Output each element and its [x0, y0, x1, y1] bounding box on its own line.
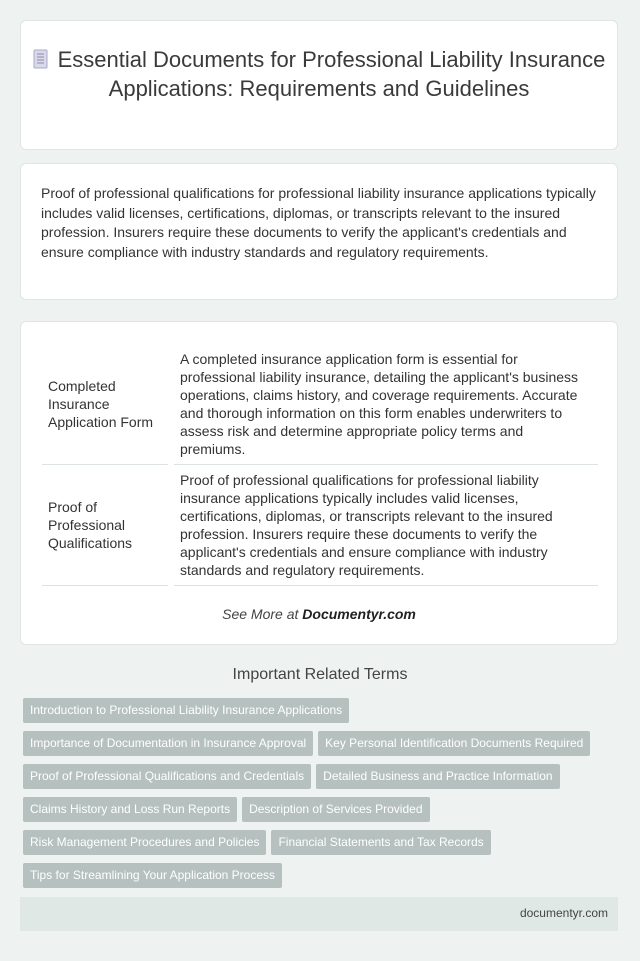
- related-term-tag[interactable]: Key Personal Identification Documents Required: [318, 731, 590, 756]
- related-term-tag[interactable]: Importance of Documentation in Insurance Approval: [23, 731, 313, 756]
- page-title: [21, 45, 617, 103]
- page-title-text: Essential Documents for Professional Liability Insurance Applications: Requirements and Guidelines: [57, 47, 606, 101]
- related-term-tag[interactable]: Detailed Business and Practice Information: [316, 764, 559, 789]
- related-term-tag[interactable]: Tips for Streamlining Your Application Process: [23, 863, 282, 888]
- related-term-tag[interactable]: Description of Services Provided: [242, 797, 429, 822]
- documents-table-card: [20, 321, 618, 645]
- footer: [20, 897, 618, 931]
- related-term-tag[interactable]: Financial Statements and Tax Records: [271, 830, 490, 855]
- table-row: [42, 465, 598, 586]
- footer-site-link[interactable]: documentyr.com: [519, 906, 608, 920]
- intro-text: Proof of professional qualifications for professional liability insurance applications typically includes valid licenses, certifications, diplomas, or transcripts relevant to the insured profession. Insurers require these documents to verify the applicant's credentials and ensure compliance with industry standards and regulatory requirements.: [41, 185, 596, 260]
- table-description: A completed insurance application form is essential for professional liability insurance, detailing the applicant's business operations, claims history, and coverage requirements. Accurate and thorough information on this form enables underwriters to assess risk and determine appropriate policy terms and premiums.: [171, 344, 598, 465]
- title-card: [20, 20, 618, 150]
- table-description: Proof of professional qualifications for professional liability insurance applications typically includes valid licenses, certifications, diplomas, or transcripts relevant to the insured profession. Insurers require these documents to verify the applicant's credentials and ensure compliance with industry standards and regulatory requirements.: [171, 465, 598, 586]
- related-term-tag[interactable]: Risk Management Procedures and Policies: [23, 830, 266, 855]
- see-more-site[interactable]: Documentyr.com: [302, 606, 416, 622]
- related-term-tag[interactable]: Proof of Professional Qualifications and Credentials: [23, 764, 311, 789]
- related-terms-list: [23, 698, 623, 896]
- intro-card: [20, 163, 618, 300]
- document-icon: [33, 47, 48, 67]
- documents-table: [42, 344, 598, 586]
- table-row: [42, 344, 598, 465]
- table-term: Completed Insurance Application Form: [42, 344, 171, 465]
- related-term-tag[interactable]: Introduction to Professional Liability Insurance Applications: [23, 698, 349, 723]
- table-term: Proof of Professional Qualifications: [42, 465, 171, 586]
- related-term-tag[interactable]: Claims History and Loss Run Reports: [23, 797, 237, 822]
- see-more-prefix: See More at: [222, 606, 299, 622]
- related-terms-heading: Important Related Terms: [232, 666, 408, 683]
- see-more-link[interactable]: [21, 606, 617, 622]
